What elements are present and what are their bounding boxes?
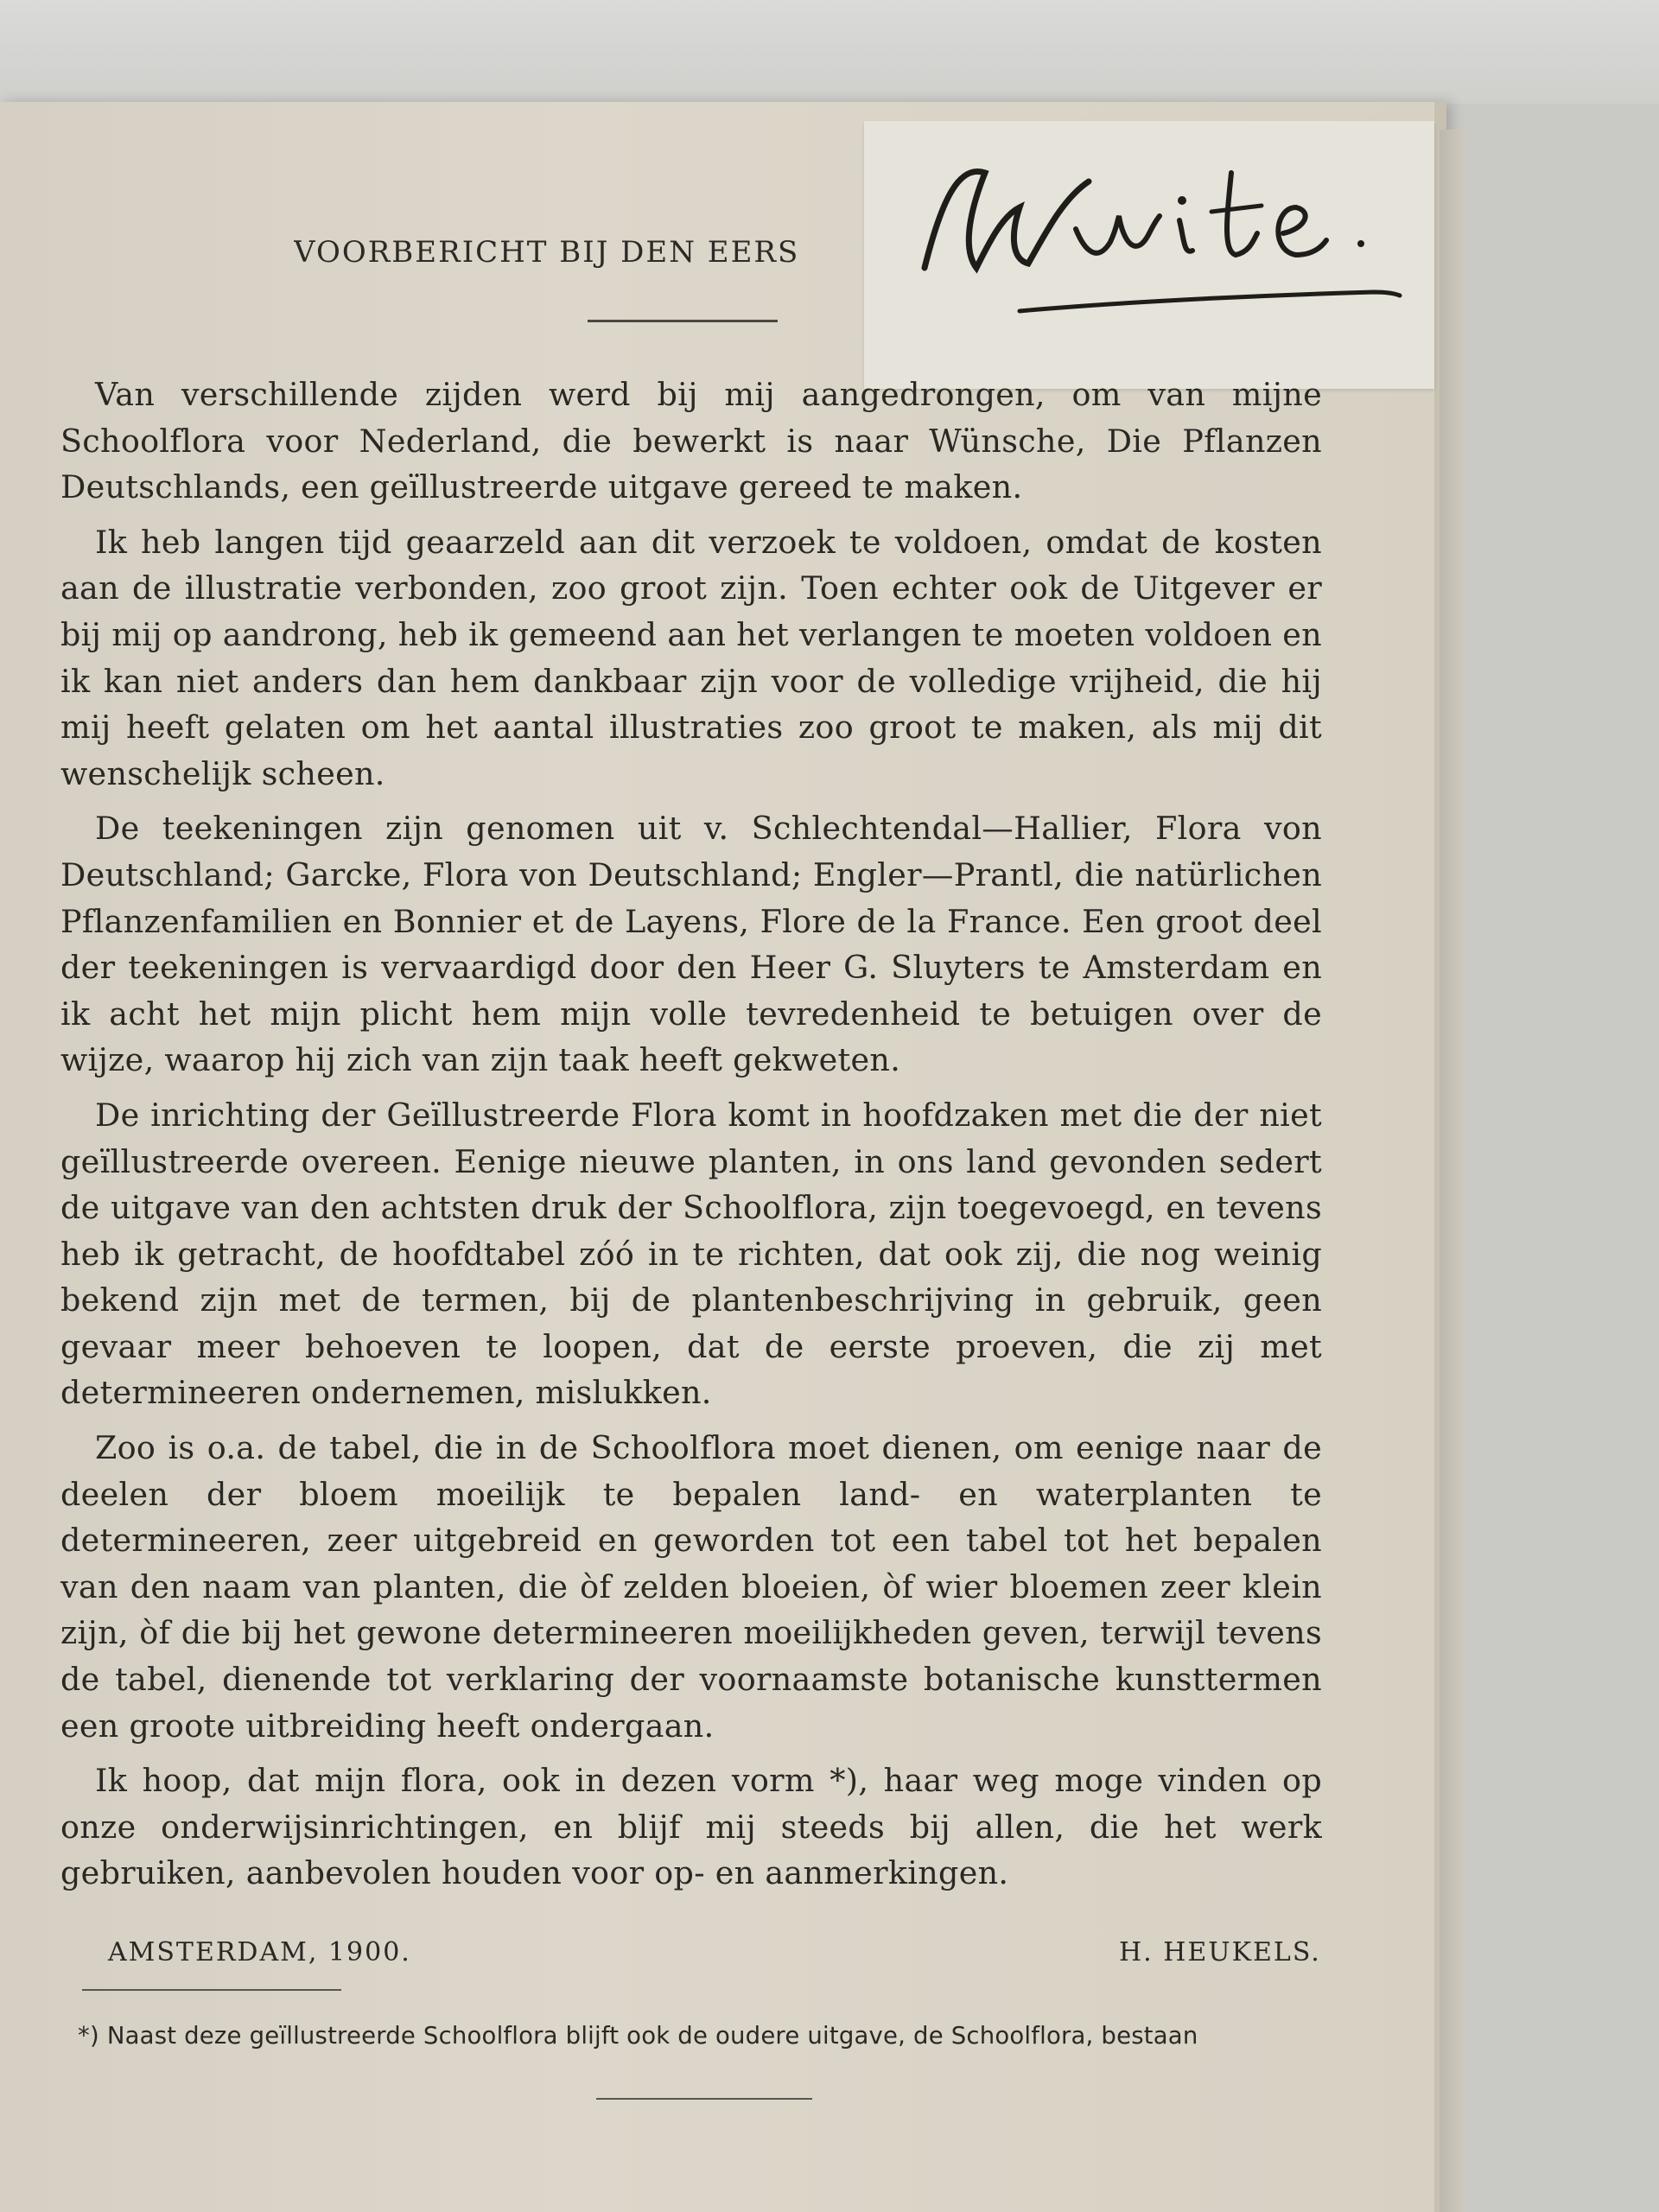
body-text (60, 372, 1322, 1905)
handwritten-signature (890, 147, 1408, 337)
footnote-rule (82, 1989, 341, 1991)
paragraph: De inrichting der Geïllustreerde Flora komt in hoofdzaken met die der niet geïllustreerde overeen. Eenige nieuwe planten, in ons land gevonden sedert de uitgave van den achtsten druk der Schoolflora, zijn toegevoegd, en tevens heb ik getracht, de hoofdtabel zóó in te richten, dat ook zij, die nog weinig bekend zijn met de termen, bij de plantenbeschrijving in gebruik, geen gevaar meer behoeven te loopen, dat de eerste proeven, die zij met determineeren ondernemen, mislukken. (60, 1096, 1322, 1412)
place-date: AMSTERDAM, 1900. (108, 1937, 411, 1967)
bottom-rule (596, 2098, 812, 2100)
paragraph: Ik hoop, dat mijn flora, ook in dezen vorm *), haar weg moge vinden op onze onderwijsinrichtingen, en blijf mij steeds bij allen, die het werk gebruiken, aanbevolen houden voor op- en aanmerkingen. (60, 1762, 1322, 1892)
backdrop (0, 0, 1659, 104)
author-signoff: H. HEUKELS. (1119, 1937, 1321, 1967)
paragraph: Ik heb langen tijd geaarzeld aan dit verzoek te voldoen, omdat de kosten aan de illustratie verbonden, zoo groot zijn. Toen echter ook de Uitgever er bij mij op aandrong, heb ik gemeend aan het verlangen te moeten voldoen en ik kan niet anders dan hem dankbaar zijn voor de volledige vrijheid, die hij mij heeft gelaten om het aantal illustraties zoo groot te maken, als mij dit wenschelijk scheen. (60, 523, 1322, 792)
paragraph: Van verschillende zijden werd bij mij aangedrongen, om van mijne Schoolflora voor Nederland, die bewerkt is naar Wünsche, Die Pflanzen Deutschlands, een geïllustreerde uitgave gereed te maken. (60, 376, 1322, 506)
paragraph: Zoo is o.a. de tabel, die in de Schoolflora moet dienen, om eenige naar de deelen der bloem moeilijk te bepalen land- en waterplanten te determineeren, zeer uitgebreid en geworden tot een tabel tot het bepalen van den naam van planten, die òf zelden bloeien, òf wier bloemen zeer klein zijn, òf die bij het gewone determineeren moeilijkheden geven, terwijl tevens de tabel, dienende tot verklaring der voornaamste botanische kunsttermen een groote uitbreiding heeft ondergaan. (60, 1429, 1322, 1745)
footnote: *) Naast deze geïllustreerde Schoolflora blijft ook de oudere uitgave, de Schoolflora, bestaan (78, 2022, 1198, 2050)
page-edge (1440, 130, 1465, 2212)
page-heading: VOORBERICHT BIJ DEN EERS (294, 235, 800, 270)
heading-rule (588, 320, 778, 322)
paragraph: De teekeningen zijn genomen uit v. Schlechtendal—Hallier, Flora von Deutschland; Garcke, Flora von Deutschland; Engler—Prantl, die natürlichen Pflanzenfamilien en Bonnier et de Layens, Flore de la France. Een groot deel der teekeningen is vervaardigd door den Heer G. Sluyters te Amsterdam en ik acht het mijn plicht hem mijn volle tevredenheid te betuigen over de wijze, waarop hij zich van zijn taak heeft gekweten. (60, 810, 1322, 1079)
